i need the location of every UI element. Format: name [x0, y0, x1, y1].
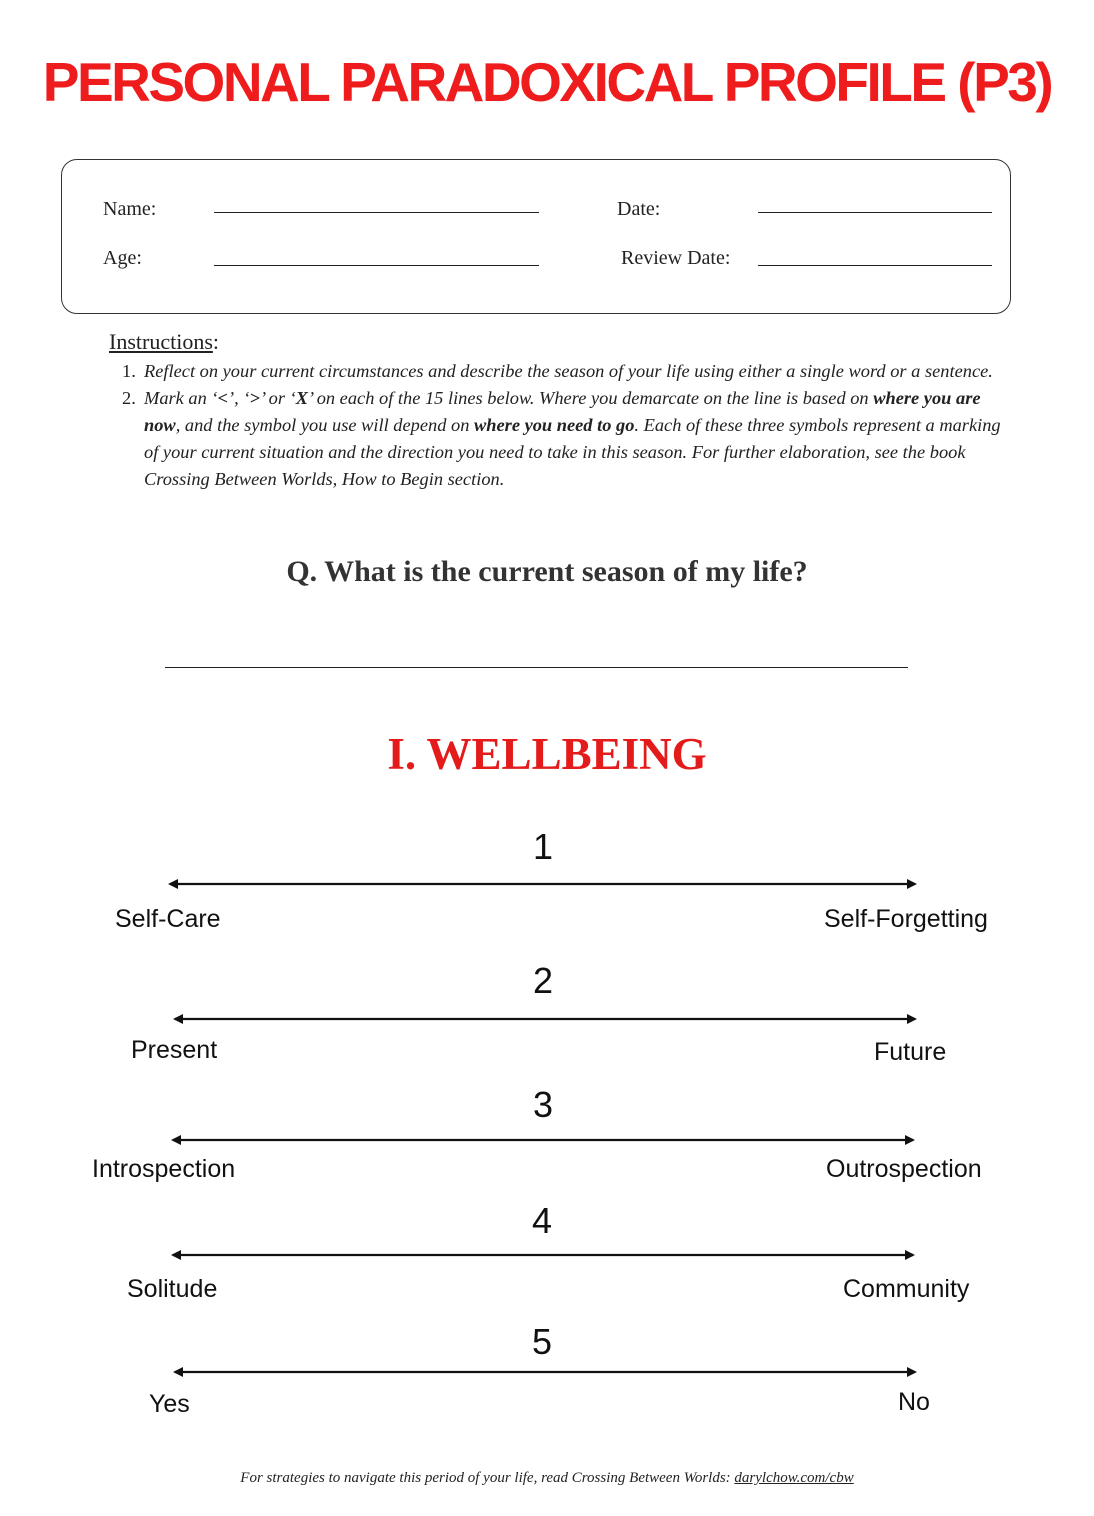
scale-left-label: Present: [131, 1036, 218, 1064]
name-label: Name:: [103, 198, 157, 220]
instructions-heading: Instructions:: [109, 329, 220, 354]
name-field[interactable]: [214, 212, 539, 213]
review-date-label: Review Date:: [621, 247, 731, 269]
scale-number: 5: [531, 1321, 553, 1362]
instructions-list: [122, 358, 1002, 493]
scale-line[interactable]: [163, 1245, 928, 1265]
info-box: [61, 159, 1011, 314]
scale-number: 4: [531, 1200, 553, 1241]
scale-number: 3: [532, 1084, 554, 1125]
season-question: Q. What is the current season of my life?: [286, 555, 808, 588]
scale-right-label: Future: [874, 1038, 947, 1066]
scale-left-label: Introspection: [92, 1155, 236, 1183]
date-label: Date:: [617, 198, 661, 220]
scale-left-label: Self-Care: [115, 905, 221, 933]
scale-line[interactable]: [165, 1009, 930, 1029]
scale-left-label: Yes: [149, 1390, 190, 1418]
age-field[interactable]: [214, 265, 539, 266]
season-answer-field[interactable]: [165, 667, 908, 668]
page-title: PERSONAL PARADOXICAL PROFILE (P3): [42, 51, 1052, 113]
age-label: Age:: [103, 247, 142, 269]
scale-line[interactable]: [165, 1362, 930, 1382]
scale-right-label: Outrospection: [826, 1155, 982, 1183]
instruction-item-1: 1. Reflect on your current circumstances and describe the season of your life using either a single word or a sentence.: [122, 361, 993, 381]
footer-link[interactable]: darylchow.com/cbw: [734, 1470, 854, 1486]
footer: For strategies to navigate this period of your life, read Crossing Between Worlds: darylchow.com/cbw: [240, 1470, 854, 1486]
scale-right-label: Self-Forgetting: [824, 905, 988, 933]
scale-left-label: Solitude: [127, 1275, 218, 1303]
scale-right-label: Community: [843, 1275, 970, 1303]
scale-line[interactable]: [163, 1130, 928, 1150]
review-date-field[interactable]: [758, 265, 992, 266]
scale-number: 1: [532, 826, 554, 867]
scale-right-label: No: [898, 1388, 930, 1416]
scale-number: 2: [532, 960, 554, 1001]
scale-line[interactable]: [160, 874, 930, 894]
instruction-item-2: 2. Mark an ‘<’, ‘>’ or ‘X’ on each of the 15 lines below. Where you demarcate on the line is based on where you are now, and the symbol you use will depend on where you need to go. Each of these three symbols represent a marking of your current situation and the direction you need to take in this season. For further elaboration, see the book Crossing Between Worlds, How to Begin section.: [122, 388, 1001, 489]
date-field[interactable]: [758, 212, 992, 213]
section-title: I. WELLBEING: [387, 729, 707, 779]
